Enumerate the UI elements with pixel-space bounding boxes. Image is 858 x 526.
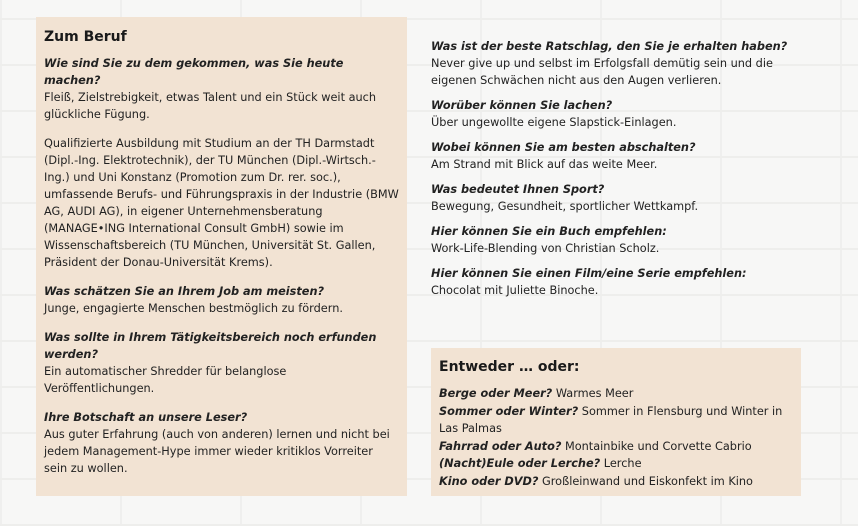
qa-laugh [431, 97, 805, 131]
question-laugh: Worüber können Sie lachen? [431, 99, 613, 112]
either-or-title: Entweder … oder: [439, 359, 580, 375]
either-or-item [439, 438, 793, 456]
career-panel [36, 17, 407, 496]
either-or-answer: Sommer in Flensburg und Winter in Las Palmas [439, 404, 783, 435]
either-or-question: Fahrrad oder Auto? [439, 439, 562, 453]
either-or-question: Berge oder Meer? [439, 387, 553, 400]
qa-film [431, 265, 805, 299]
question-message: Ihre Botschaft an unsere Leser? [44, 411, 248, 424]
question-film: Hier können Sie einen Film/eine Serie empfehlen: [431, 267, 747, 280]
answer-invention: Ein automatischer Shredder für belanglose Veröffentlichungen. [44, 365, 287, 395]
answer-job-value: Junge, engagierte Menschen bestmöglich zu fördern. [44, 302, 343, 315]
answer-film: Chocolat mit Juliette Binoche. [431, 284, 599, 297]
qa-book [431, 223, 805, 257]
qa-career-path [44, 55, 399, 123]
question-best-advice: Was ist der beste Ratschlag, den Sie je erhalten haben? [431, 40, 788, 53]
either-or-item [439, 403, 793, 438]
question-sport: Was bedeutet Ihnen Sport? [431, 183, 605, 196]
answer-career-path: Fleiß, Zielstrebigkeit, etwas Talent und ein Stück weit auch glückliche Fügung. [44, 91, 377, 121]
either-or-question: (Nacht)Eule oder Lerche? [439, 457, 601, 470]
qa-sport [431, 181, 805, 215]
either-or-question: Kino oder DVD? [439, 474, 539, 488]
either-or-answer: Großleinwand und Eiskonfekt im Kino [538, 474, 753, 488]
either-or-panel [431, 348, 801, 496]
either-or-item [439, 455, 793, 473]
answer-book: Work-Life-Blending von Christian Scholz. [431, 242, 660, 255]
answer-message: Aus guter Erfahrung (auch von anderen) lernen und nicht bei jedem Management-Hype immer wieder kritiklos Vorreiter sein zu wollen. [44, 428, 390, 475]
personal-qa-column [431, 38, 805, 307]
either-or-item [439, 385, 793, 403]
answer-qualifications: Qualifizierte Ausbildung mit Studium an der TH Darmstadt (Dipl.-Ing. Elektrotechnik), der TU München (Dipl.-Wirtsch.-Ing.) und Uni Konstanz (Promotion zum Dr. rer. soc.), umfassende Berufs- und Führungspraxis in der Industrie (BMW AG, AUDI AG), in eigener Unternehmensberatung (MANAGE•ING International Consult GmbH) sowie im Wissenschaftsbereich (TU München, Universität St. Gallen, Präsident der Donau-Universität Krems). [44, 137, 399, 269]
question-job-value: Was schätzen Sie an Ihrem Job am meisten? [44, 285, 325, 298]
either-or-answer: Montainbike und Corvette Cabrio [561, 439, 752, 453]
answer-best-advice: Never give up und selbst im Erfolgsfall demütig sein und die eigenen Schwächen nicht aus den Augen verlieren. [431, 57, 773, 87]
question-invention: Was sollte in Ihrem Tätigkeitsbereich noch erfunden werden? [44, 331, 377, 361]
question-book: Hier können Sie ein Buch empfehlen: [431, 225, 667, 238]
question-relax: Wobei können Sie am besten abschalten? [431, 141, 696, 154]
either-or-question: Sommer oder Winter? [439, 404, 579, 418]
career-title: Zum Beruf [44, 29, 127, 45]
qa-invention [44, 329, 399, 397]
answer-relax: Am Strand mit Blick auf das weite Meer. [431, 158, 658, 171]
qa-job-value [44, 283, 399, 317]
qa-best-advice [431, 38, 805, 89]
question-career-path: Wie sind Sie zu dem gekommen, was Sie heute machen? [44, 57, 344, 87]
qa-message [44, 409, 399, 477]
either-or-item [439, 473, 793, 491]
answer-sport: Bewegung, Gesundheit, sportlicher Wettkampf. [431, 200, 699, 213]
answer-laugh: Über ungewollte eigene Slapstick-Einlagen. [431, 116, 677, 129]
either-or-answer: Lerche [600, 457, 642, 470]
either-or-answer: Warmes Meer [552, 387, 634, 400]
qa-relax [431, 139, 805, 173]
